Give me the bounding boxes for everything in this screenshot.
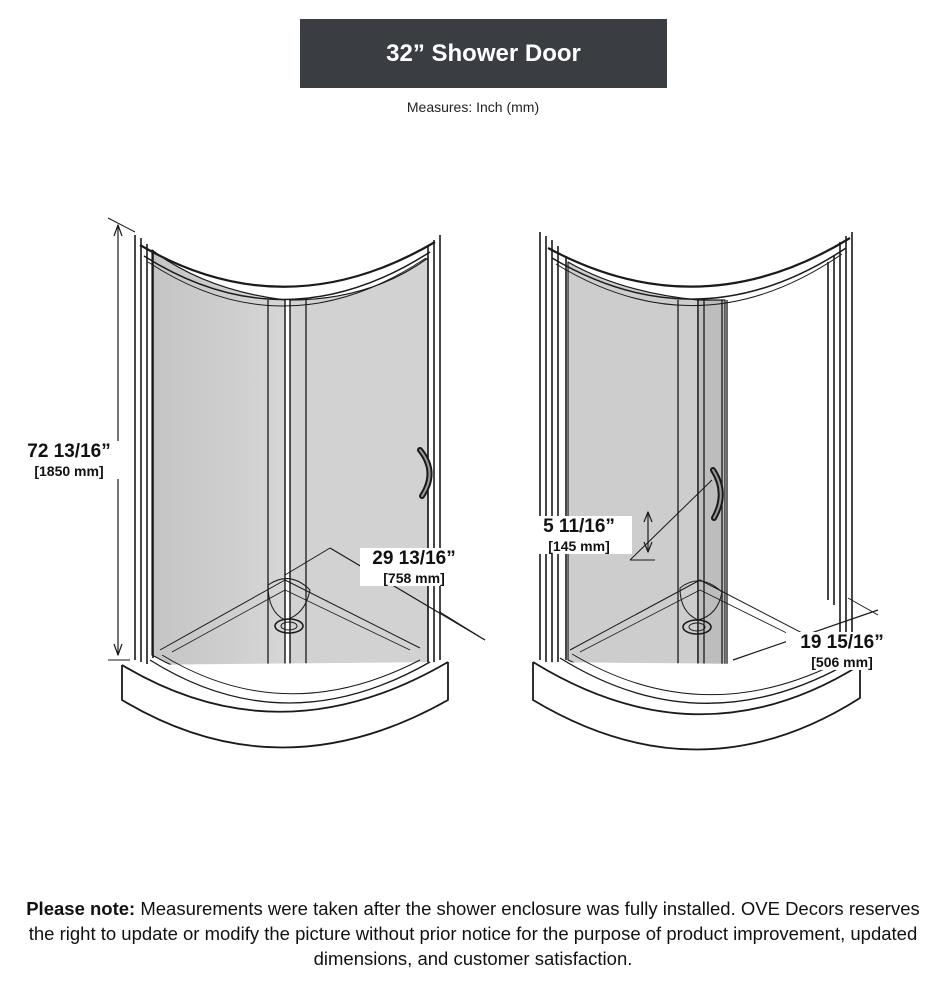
disclaimer-note [20, 896, 926, 971]
height-mm: [1850 mm] [34, 462, 104, 479]
note-label: Please note: [26, 898, 136, 919]
note-text: Measurements were taken after the shower enclosure was fully installed. OVE Decors reserves the right to update or modify the picture without prior notice for the purpose of product improvement, updated dimensions, and customer satisfaction. [28, 898, 920, 969]
handle-inches: 5 11/16” [543, 516, 615, 537]
handle-dimension-label [526, 516, 632, 554]
page-title: 32” Shower Door [386, 39, 581, 67]
opening-mm: [506 mm] [811, 653, 873, 670]
right-glass-panel [290, 258, 428, 700]
measurement-units: Measures: Inch (mm) [406, 99, 540, 115]
open-enclosure-drawing [533, 232, 878, 750]
closed-enclosure-drawing [108, 218, 485, 748]
handle-mm: [145 mm] [548, 537, 610, 554]
opening-dimension-label [786, 632, 898, 670]
opening-inches: 19 15/16” [800, 632, 884, 653]
depth-inches: 29 13/16” [372, 548, 456, 569]
left-glass-panel [152, 250, 285, 700]
height-dimension-label [18, 441, 120, 479]
shower-base [122, 662, 448, 748]
depth-dimension-label [360, 548, 468, 586]
depth-mm: [758 mm] [383, 569, 445, 586]
height-inches: 72 13/16” [27, 441, 111, 462]
